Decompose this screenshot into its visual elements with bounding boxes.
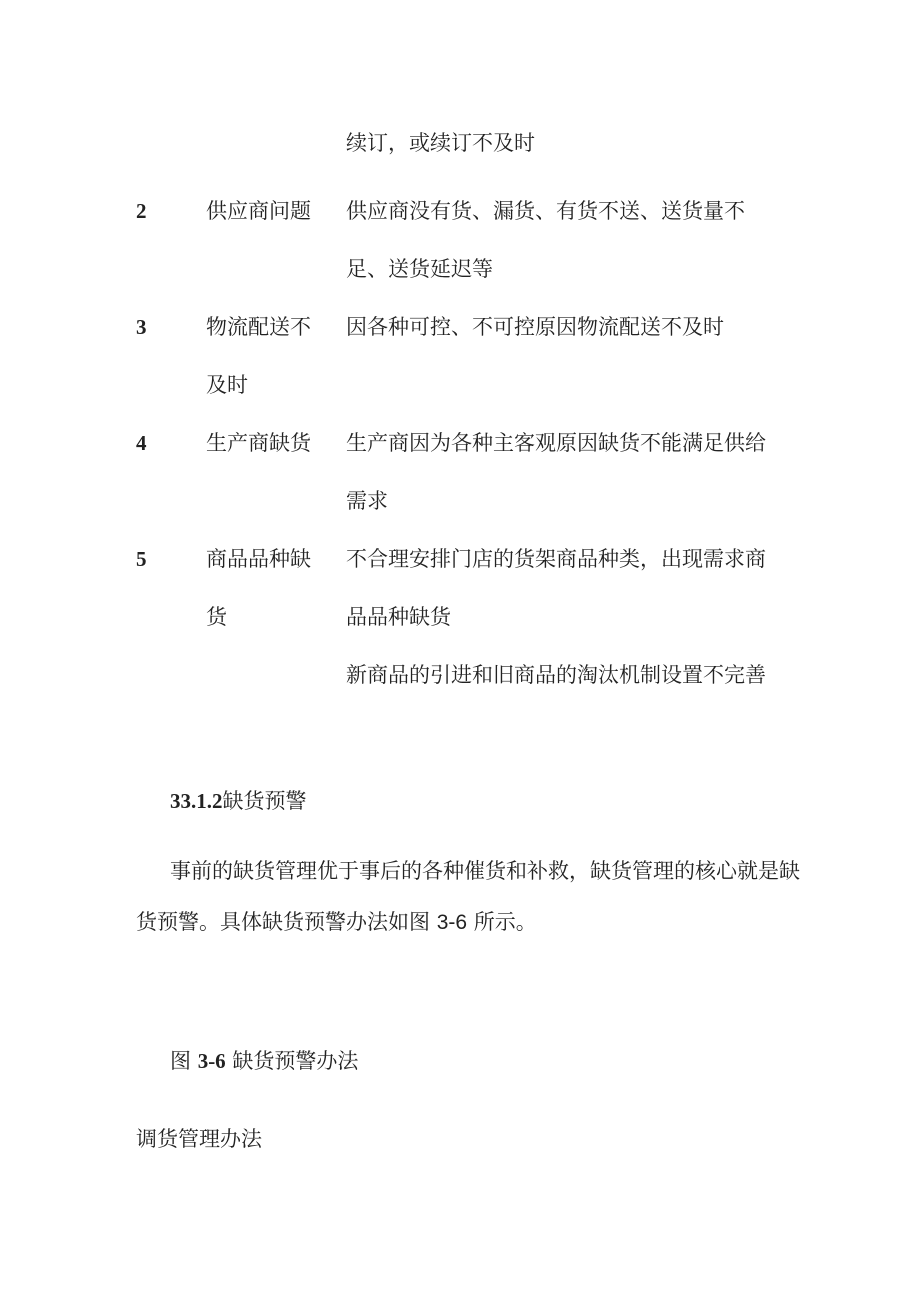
row-description: 生产商因为各种主客观原因缺货不能满足供给需求: [346, 431, 766, 513]
row-item: 物流配送不及时: [206, 315, 311, 397]
figure-caption: [170, 1032, 358, 1090]
row-item: 供应商问题: [206, 199, 311, 223]
subheading: 调货管理办法: [136, 1127, 262, 1151]
section-number: 33.1.2: [170, 789, 223, 813]
body-paragraph: [136, 846, 816, 948]
figure-reference: 3-6: [436, 911, 468, 934]
section-title: 缺货预警: [222, 789, 307, 813]
row-description: 不合理安排门店的货架商品种类，出现需求商品品种缺货: [346, 547, 766, 629]
row-description: 因各种可控、不可控原因物流配送不及时: [346, 315, 724, 339]
row-item: 商品品种缺货: [206, 547, 311, 629]
row-item: 生产商缺货: [206, 431, 311, 455]
row-number: 4: [136, 431, 147, 455]
row-number: 3: [136, 315, 147, 339]
row-number: 2: [136, 199, 147, 223]
extra-description: 新商品的引进和旧商品的淘汰机制设置不完善: [346, 663, 766, 687]
figure-prefix: 图: [170, 1049, 198, 1073]
continued-description: 续订，或续订不及时: [346, 131, 535, 155]
section-heading: [170, 772, 307, 830]
figure-title: 缺货预警办法: [225, 1049, 359, 1073]
row-description: 供应商没有货、漏货、有货不送、送货量不足、送货延迟等: [346, 199, 745, 281]
figure-number: 3-6: [197, 1049, 226, 1073]
paragraph-text-end: 所示。: [467, 910, 537, 934]
row-number: 5: [136, 547, 147, 571]
paragraph-text: 事前的缺货管理优于事后的各种催货和补救，缺货管理的核心就是缺货预警。具体缺货预警办法如图: [136, 859, 800, 934]
